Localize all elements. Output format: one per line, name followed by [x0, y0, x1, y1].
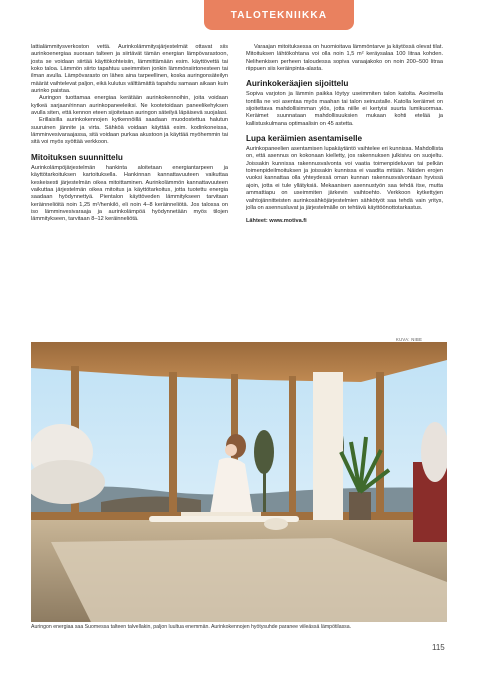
paragraph: lattialämmitysverkoston vettä. Aurinkolämmitysjärjestelmät ottavat siis aurinkoenergiaa suoraan talteen ja siirtävät tämän energian lämpövarastoon, josta se voidaan siirtää käyttökohteisiin, lämmittämään esim. käyttövettä tai koko taloa. Lämmön siirto tapahtuu useimmiten jonkin lämmönsiirtonesteen tai ilman avulla. Lämpövarasto on lähes aina tarpeellinen, koska auringonsäteilyn määrät vaihtelevat paljon, eikä kulutus välttämättä tapahdu samaan aikaan kuin aurinko paistaa.: [31, 44, 228, 95]
photo-credit: KUVA: NIBE: [396, 337, 423, 342]
section-tab: [204, 0, 354, 30]
paragraph: Auringon tuottamaa energiaa kerätään aurinkokennoihin, joita voidaan kytkeä sarjaan/rinnan aurinkopaneeleiksi. Ne kootetoidaan paneelikehyksen avulla siten, että kennon eteen sijoitetaan auringon säteilyä läpäisevä suojalasi.: [31, 95, 228, 117]
paragraph: Aurinkolämpöjärjestelmän hankinta aloitetaan energiantarpeen ja käyttötarkoituksen kartoituksella. Hankinnan kannattavuuteen vaikuttaa keskeisesti järjestelmän oikea mitoittaminen. Aurinkolämmön kannattavuuteen vaikuttaa järjestelmän oikea mitoitus ja käyttötarkoitus, jotta tuotettu energia saadaan hyödynnettyä. Pientalon käyttöveden lämmitykseen tarvitaan keräinneliöitä noin 1,25 m²/henkilö, eli noin 4–8 keräinneliötä. Jos talossa on iso lämminvesivaraaja ja aurinkolämpöä hyödynnetään myös tilojen lämmitykseen, tarvitaan 8–12 keräinneliötä.: [31, 164, 228, 223]
paragraph: Aurinkopaneelien asentamisen lupakäytäntö vaihtelee eri kunnissa. Mahdollista on, että asennus on kokonaan kielletty, jos rakennuksen julkisivu on suojeltu. Joissakin kunnissa rakennusvalvonta voi vaatia toimenpideluvan tai pelkän toimenpideilmoituksen ja joissakin kunnissa ei vaadita mitään. Näiden erojen vuoksi kannattaa olla yhteydessä oman kunnan rakennusvalvontaan hyvissä ajoin, jotta ei tule yllätyksiä. Mekaanisen asennustyön saa tehdä itse, mutta ammattiapu on useimmiten järkevin vaihtoehto. Verkkoon kytkettyjen vaihtojännitteisten aurinkosähköjärjestelmien sähkötyöt saa tehdä vain yritys, jolla on asennusluvat ja järjestelmälle on tehtävä käyttöönottotarkastus.: [246, 146, 443, 211]
photo-caption: Auringon energiaa saa Suomessa talteen talvellakin, paljon luultua enemmän. Aurinkokennojen hyötysuhde paranee viileässä lämpötilassa.: [31, 624, 352, 630]
subheading: Lupa keräimien asentamiselle: [246, 134, 363, 144]
paragraph: Sopiva varjoton ja lämmin paikka löytyy useimmiten talon katolta. Avoimella tontilla ne voi asentaa myös maahan tai talon seinustalle. Katolla keräimet on sijoitettava mahdollisimman ylös, jotta niille ei kertyisi suurta lumikuormaa. Keräimet suunnataan mahdollisuuksien mukaan kohti etelää ja kallistuskulmana optimaalisin on 45 astetta.: [246, 91, 443, 127]
sources-line: Lähteet: www.motiva.fi: [246, 218, 307, 225]
subheading: Mitoituksen suunnittelu: [31, 152, 123, 162]
interior-photo: [31, 342, 447, 622]
paragraph: Varaajan mitoituksessa on huomioitava lämmöntarve ja käytössä olevat tilat. Mitoituksen lähtökohtana voi olla noin 1,5 m² keräysalaa 100 litraa kohden. Nelihenkisen perheen taloudessa sopiva varaajakoko on noin 200–500 litraa riippuen siis keräinpinta-alasta.: [246, 44, 443, 73]
page-number: 115: [432, 643, 445, 652]
section-title: TALOTEKNIIKKA: [230, 10, 328, 21]
paragraph: Erillaisilla aurinkokennojen kytkennöillä saadaan muodostettua halutun suuruinen jännite ja virta. Sähköä voidaan käyttää esim. kodinkoneissa, lämminvesivaraajassa, sitä voidaan purkaa akustoon ja käyttää myöhemmin tai sitä voi myös syöttää verkkoon.: [31, 117, 228, 146]
subheading: Aurinkokeräajien sijoittelu: [246, 79, 349, 89]
left-column: [31, 44, 228, 224]
right-column: [246, 44, 443, 226]
